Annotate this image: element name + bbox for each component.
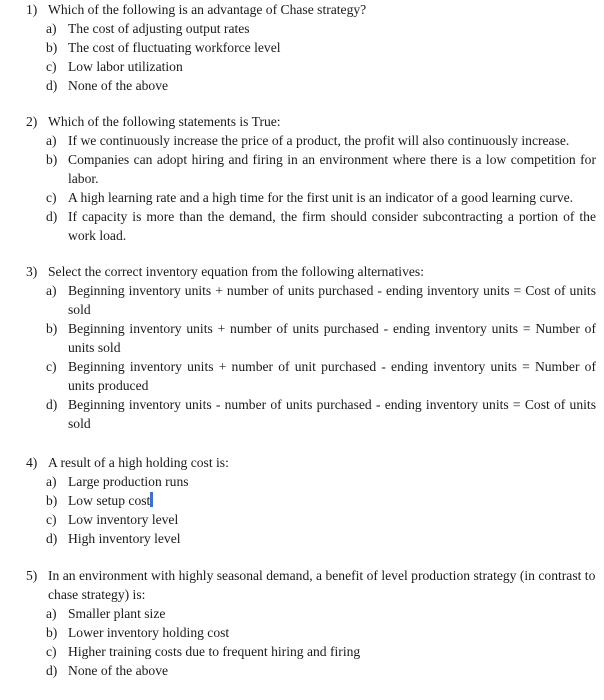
option-d (26, 395, 596, 433)
option-label: a) (46, 606, 57, 621)
question-text: Select the correct inventory equation from the following alternatives: (48, 264, 424, 279)
option-a (26, 19, 596, 38)
option-text: Companies can adopt hiring and firing in an environment where there is a low competition for labor. (68, 152, 596, 186)
option-d (26, 76, 596, 95)
option-label: a) (46, 133, 57, 148)
option-text: None of the above (68, 78, 169, 93)
option-text: Lower inventory holding cost (68, 625, 230, 640)
question-stem (26, 453, 596, 472)
option-c (26, 357, 596, 395)
option-text: Beginning inventory units + number of units purchased - ending inventory units = Number of units sold (68, 321, 596, 355)
question-text: Which of the following statements is True: (48, 114, 281, 129)
option-label: b) (46, 40, 58, 55)
question-stem (26, 566, 596, 604)
question-text: In an environment with highly seasonal demand, a benefit of level production strategy (in contrast to chase strategy) is: (48, 568, 596, 602)
option-text: High inventory level (68, 531, 181, 546)
question-text: Which of the following is an advantage of Chase strategy? (48, 2, 367, 17)
option-text: If we continuously increase the price of a product, the profit will also continuously increase. (68, 133, 570, 148)
option-a (26, 472, 596, 491)
option-label: d) (46, 531, 58, 546)
option-label: c) (46, 512, 57, 527)
option-label: d) (46, 663, 58, 678)
option-label: d) (46, 209, 58, 224)
option-label: b) (46, 493, 58, 508)
option-text: The cost of adjusting output rates (68, 21, 250, 36)
question-1 (26, 0, 596, 95)
option-label: a) (46, 474, 57, 489)
option-text: Low labor utilization (68, 59, 183, 74)
option-c (26, 510, 596, 529)
question-4 (26, 453, 596, 548)
option-b (26, 623, 596, 642)
option-a (26, 131, 596, 150)
option-b (26, 38, 596, 57)
option-label: c) (46, 644, 57, 659)
option-text: Smaller plant size (68, 606, 166, 621)
question-stem (26, 0, 596, 19)
question-number: 2) (26, 114, 38, 129)
option-label: b) (46, 152, 58, 167)
question-stem (26, 112, 596, 131)
option-text: Low inventory level (68, 512, 179, 527)
option-text: If capacity is more than the demand, the firm should consider subcontracting a portion of the work load. (68, 209, 596, 243)
option-text: A high learning rate and a high time for the first unit is an indicator of a good learning curve. (68, 190, 574, 205)
option-b (26, 491, 596, 510)
option-text: None of the above (68, 663, 169, 678)
question-number: 5) (26, 568, 38, 583)
option-c (26, 57, 596, 76)
option-text: Higher training costs due to frequent hiring and firing (68, 644, 361, 659)
option-label: a) (46, 283, 57, 298)
text-cursor (150, 492, 153, 507)
option-text: Large production runs (68, 474, 189, 489)
question-2 (26, 112, 596, 245)
option-text: The cost of fluctuating workforce level (68, 40, 281, 55)
option-text: Beginning inventory units + number of unit purchased - ending inventory units = Number of units produced (68, 359, 596, 393)
option-label: a) (46, 21, 57, 36)
option-label: c) (46, 59, 57, 74)
option-c (26, 642, 596, 661)
question-number: 4) (26, 455, 38, 470)
option-text: Low setup cost (68, 493, 151, 508)
option-label: b) (46, 625, 58, 640)
question-text: A result of a high holding cost is: (48, 455, 229, 470)
option-c (26, 188, 596, 207)
option-d (26, 529, 596, 548)
option-label: c) (46, 190, 57, 205)
option-label: d) (46, 78, 58, 93)
option-b (26, 319, 596, 357)
question-number: 3) (26, 264, 38, 279)
question-5 (26, 566, 596, 680)
question-number: 1) (26, 2, 38, 17)
option-label: b) (46, 321, 58, 336)
option-label: d) (46, 397, 58, 412)
option-label: c) (46, 359, 57, 374)
option-text: Beginning inventory units - number of units purchased - ending inventory units = Cost of units sold (68, 397, 596, 431)
question-3 (26, 262, 596, 433)
option-text: Beginning inventory units + number of units purchased - ending inventory units = Cost of units sold (68, 283, 596, 317)
question-stem (26, 262, 596, 281)
option-a (26, 281, 596, 319)
option-a (26, 604, 596, 623)
option-b (26, 150, 596, 188)
option-d (26, 207, 596, 245)
option-d (26, 661, 596, 680)
